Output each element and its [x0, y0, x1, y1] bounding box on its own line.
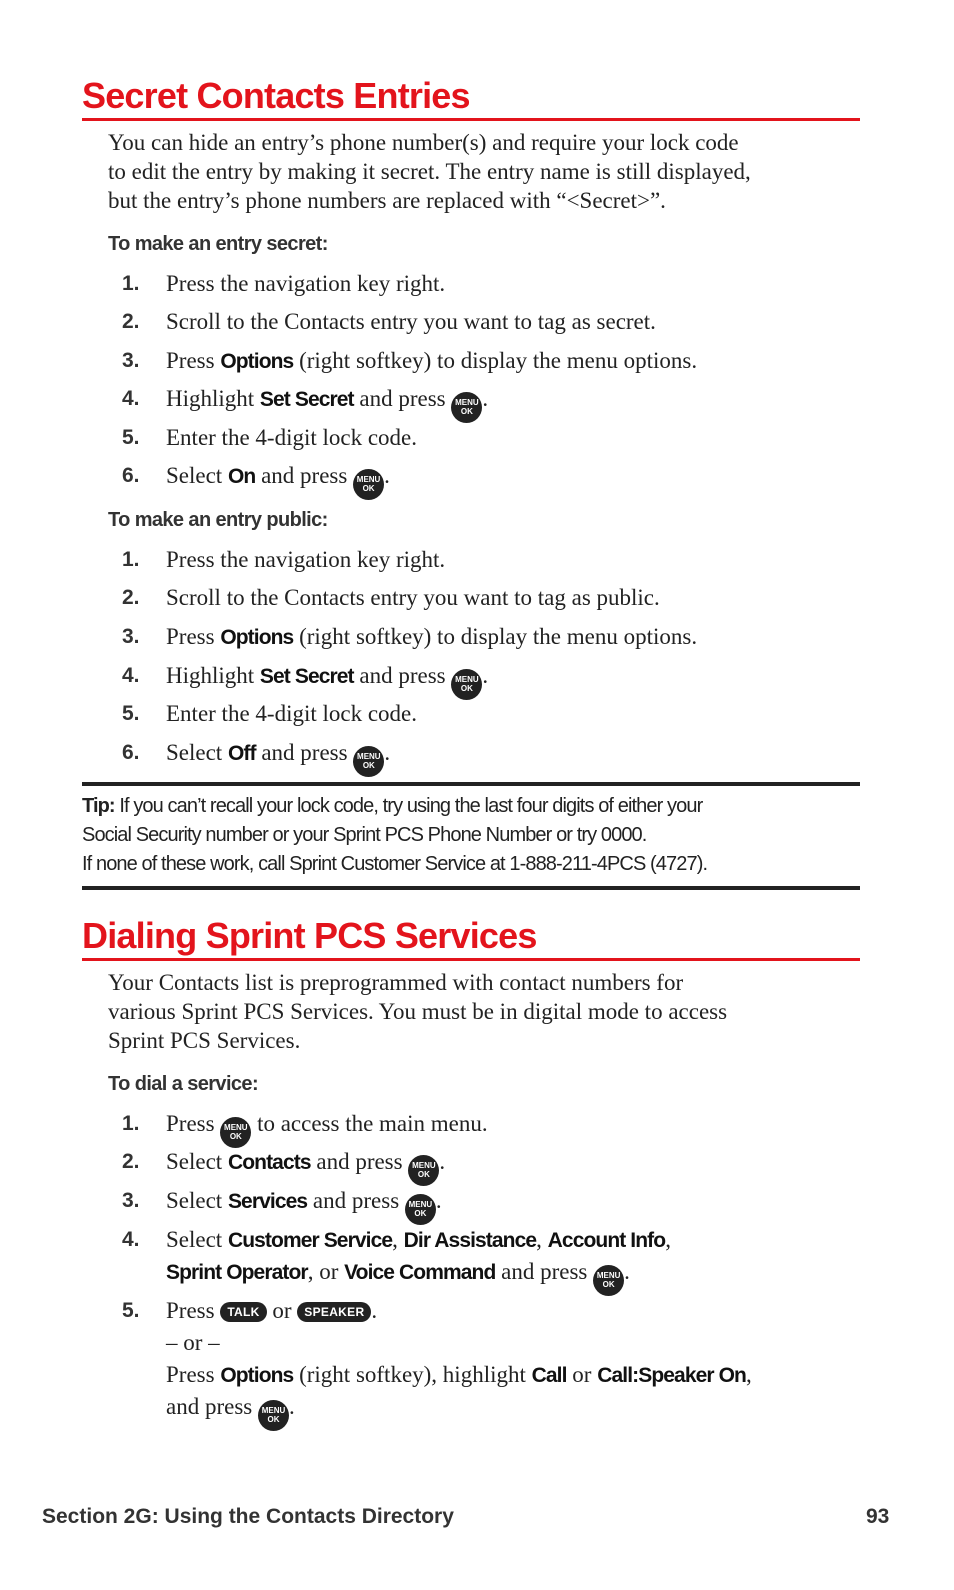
step-item — [0, 384, 954, 418]
command-account-info: Account Info — [547, 1229, 666, 1252]
subheading-make-public: To make an entry public: — [108, 509, 328, 531]
intro-line: but the entry’s phone numbers are replaced with “<Secret>”. — [108, 188, 666, 213]
step-number: 3. — [122, 1189, 140, 1212]
intro-line: You can hide an entry’s phone number(s) and require your lock code — [108, 130, 739, 155]
footer-section-label: Section 2G: Using the Contacts Directory — [42, 1505, 454, 1528]
step-text-continued: and press MENU OK . — [166, 1392, 866, 1431]
command-options: Options — [220, 626, 294, 649]
menu-ok-key-icon: MENU OK — [408, 1155, 439, 1186]
step-number: 4. — [122, 1228, 140, 1251]
command-off: Off — [227, 742, 256, 765]
step-number: 1. — [122, 548, 140, 571]
menu-ok-key-icon: MENU OK — [353, 469, 384, 500]
tip-line: Social Security number or your Sprint PCS Phone Number or try 0000. — [82, 824, 647, 846]
menu-ok-key-icon: MENU OK — [405, 1194, 436, 1225]
tip-box — [82, 782, 860, 890]
menu-ok-key-icon: MENU OK — [593, 1265, 624, 1296]
command-services: Services — [227, 1190, 308, 1213]
section-title-secret-contacts: Secret Contacts Entries — [82, 76, 860, 121]
command-set-secret: Set Secret — [259, 388, 354, 411]
command-dir-assistance: Dir Assistance — [403, 1229, 537, 1252]
step-item — [0, 1109, 954, 1143]
step-number: 1. — [122, 1112, 140, 1135]
command-voice-command: Voice Command — [344, 1261, 496, 1284]
step-item — [0, 307, 954, 341]
step-item — [0, 346, 954, 380]
command-call-speaker-on: Call:Speaker On — [597, 1364, 746, 1387]
step-item — [0, 699, 954, 733]
step-number: 1. — [122, 272, 140, 295]
step-item — [0, 1147, 954, 1181]
or-separator: – or – — [166, 1330, 220, 1355]
command-customer-service: Customer Service — [227, 1229, 393, 1252]
command-set-secret: Set Secret — [259, 665, 354, 688]
step-item — [0, 1186, 954, 1220]
step-text: Select Services and press MENU OK . — [166, 1186, 866, 1225]
command-contacts: Contacts — [227, 1151, 311, 1174]
step-number: 4. — [122, 664, 140, 687]
page-number: 93 — [866, 1505, 890, 1528]
step-number: 5. — [122, 426, 140, 449]
step-text: Press the navigation key right. — [166, 547, 446, 572]
step-number: 2. — [122, 310, 140, 333]
menu-ok-key-icon: MENU OK — [258, 1400, 289, 1431]
step-item — [0, 1296, 954, 1426]
step-number: 3. — [122, 349, 140, 372]
step-item — [0, 622, 954, 656]
step-item — [0, 423, 954, 457]
menu-ok-key-icon: MENU OK — [220, 1117, 251, 1148]
command-options: Options — [220, 1364, 294, 1387]
step-item — [0, 545, 954, 579]
step-text: Scroll to the Contacts entry you want to tag as secret. — [166, 309, 656, 334]
menu-ok-key-icon: MENU OK — [451, 669, 482, 700]
intro-line: Your Contacts list is preprogrammed with contact numbers for — [108, 970, 684, 995]
intro-line: Sprint PCS Services. — [108, 1028, 301, 1053]
menu-ok-key-icon: MENU OK — [451, 392, 482, 423]
step-text: Press Options (right softkey) to display the menu options. — [166, 624, 698, 649]
tip-line: Tip: If you can’t recall your lock code, try using the last four digits of either your — [82, 795, 703, 817]
step-text: Highlight Set Secret and press MENU OK . — [166, 661, 866, 700]
menu-ok-key-icon: MENU OK — [353, 746, 384, 777]
step-text-alternative: Press Options (right softkey), highlight Call or Call:Speaker On, — [166, 1362, 752, 1387]
subheading-make-secret: To make an entry secret: — [108, 233, 328, 255]
talk-key-icon: TALK — [220, 1302, 266, 1322]
step-text: Select Off and press MENU OK . — [166, 738, 866, 777]
step-text: Enter the 4-digit lock code. — [166, 701, 418, 726]
section-title-dialing-services: Dialing Sprint PCS Services — [82, 916, 860, 961]
step-number: 5. — [122, 702, 140, 725]
intro-line: to edit the entry by making it secret. The entry name is still displayed, — [108, 159, 751, 184]
step-text: Highlight Set Secret and press MENU OK . — [166, 384, 866, 423]
step-text: Press TALK or SPEAKER . — [166, 1298, 378, 1323]
step-text: Enter the 4-digit lock code. — [166, 425, 418, 450]
step-text: Press MENU OK to access the main menu. — [166, 1109, 866, 1148]
step-text: Select Contacts and press MENU OK . — [166, 1147, 866, 1186]
tip-line: If none of these work, call Sprint Customer Service at 1-888-211-4PCS (4727). — [82, 853, 708, 875]
step-item — [0, 269, 954, 303]
step-number: 2. — [122, 1150, 140, 1173]
step-text-continued: Sprint Operator, or Voice Command and press MENU OK . — [166, 1257, 866, 1296]
command-call: Call — [531, 1364, 567, 1387]
step-text: Press Options (right softkey) to display the menu options. — [166, 348, 698, 373]
step-number: 4. — [122, 387, 140, 410]
command-sprint-operator: Sprint Operator — [166, 1261, 308, 1284]
step-text: Select On and press MENU OK . — [166, 461, 866, 500]
step-text: Press the navigation key right. — [166, 271, 446, 296]
subheading-dial-service: To dial a service: — [108, 1073, 259, 1095]
section1-intro — [108, 128, 868, 215]
step-item — [0, 1225, 954, 1295]
tip-label: Tip: — [82, 795, 115, 817]
step-number: 3. — [122, 625, 140, 648]
step-item — [0, 738, 954, 772]
command-options: Options — [220, 350, 294, 373]
speaker-key-icon: SPEAKER — [297, 1302, 371, 1322]
step-text: Scroll to the Contacts entry you want to tag as public. — [166, 585, 660, 610]
command-on: On — [227, 465, 256, 488]
step-number: 5. — [122, 1299, 140, 1322]
step-number: 2. — [122, 586, 140, 609]
section2-intro — [108, 968, 868, 1055]
step-item — [0, 661, 954, 695]
step-number: 6. — [122, 741, 140, 764]
step-number: 6. — [122, 464, 140, 487]
step-item — [0, 461, 954, 495]
step-text: Select Customer Service, Dir Assistance, Account Info, — [166, 1227, 671, 1252]
step-item — [0, 583, 954, 617]
intro-line: various Sprint PCS Services. You must be in digital mode to access — [108, 999, 728, 1024]
